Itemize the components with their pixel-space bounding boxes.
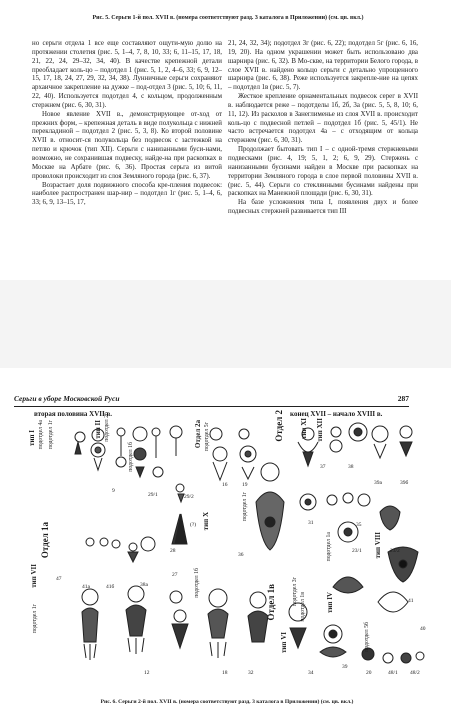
paragraph: Возрастает доля подвижного способа кре-пления подвесок: наиболее распространен шар-нир – подотдел 1г (рис. 5, 1–4, 6, 33; 6, 9, 13–15, 17, (32, 181, 222, 207)
page-gap (0, 280, 451, 368)
figure-5-caption: Рис. 5. Серьги 1-й пол. XVII в. (номера соответствуют разд. 3 каталога в Приложении) (см. цв. вкл.) (92, 15, 364, 21)
figure-number: 38а (140, 582, 148, 588)
figure-number: 12 (144, 670, 150, 676)
subsection-label: подотдел 3г (292, 577, 298, 607)
type-label: тип II (94, 420, 102, 439)
paragraph: На базе усложнения типа I, появления двух и более подвесных стержней развивается тип III (228, 199, 418, 216)
section-label: Отдел 2 (274, 410, 284, 442)
figure-page (8, 372, 444, 715)
type-label: тип VI (280, 632, 288, 654)
figure-number: 41 (408, 598, 414, 604)
figure-number: (?) (190, 522, 197, 528)
figure-number: 40 (420, 626, 426, 632)
left-text-column (32, 40, 222, 208)
figure-number: 20 (366, 670, 372, 676)
figure-number: 29/1 (148, 492, 158, 498)
subsection-label: подотдел 1в (300, 592, 306, 622)
figure-number: 39 (342, 664, 348, 670)
subsection-label: подотдел 4а (38, 420, 44, 450)
figure-number: 36 (238, 552, 244, 558)
type-label: тип IV (326, 592, 334, 614)
paragraph: Жесткое крепление орнаментальных подвесок серег в XVII в. наблюдается реже – подотделы 1б, 2б, 3а (рис. 5, 5, 8, 10; 6, 11, 12). Из расколов в Занеглименье из слоя XVII в. происходит коль-цо с подвесной петлей – подотдел 1б (рис. 5, 45/1). Не часто встречается подотдел 4а – с отходящим от кольца стержнем (рис. 6, 30, 31). (228, 93, 418, 145)
subsection-label: подотдел 1г (32, 604, 38, 634)
figure-number: 39а (374, 480, 382, 486)
figure-number: 29/2 (184, 494, 194, 500)
page-number: 287 (397, 394, 409, 403)
subsection-label: подотдел 5б (364, 622, 370, 652)
figure-number: 39б (400, 480, 409, 486)
section-label: Отдел 1в (266, 584, 276, 621)
subsection-label: подотдел 1б (128, 442, 134, 472)
figure-number: 19 (242, 482, 248, 488)
type-label: тип X (202, 512, 210, 531)
paragraph: Новое явление XVII в., демонстрирующее от-ход от прежних форм, – крепежная деталь в виде полукольца с нижней перекладиной – подотдел 2 (рис. 5, 3, 8). Ко второй половине XVII в. относит-ся полукольца без подвесок с застежкой на петлю и крючок (тип XII). Серьги с нанизанными буси-нами, возможно, не сохранившая подвеску, найде-на при раскопках в Москве на Арбате (рис. 6, 36). Простая серьга из витой проволоки происходит из слоя Земляного города (рис. 6, 37). (32, 110, 222, 180)
figure-number: 23/2 (390, 548, 400, 554)
figure-number: 38 (348, 464, 354, 470)
running-title: Серьги в уборе Московской Руси (14, 394, 120, 403)
subsection-label: подотдел 1г (242, 492, 248, 522)
figure-number: 35 (356, 522, 362, 528)
subsection-label: подотдел 5г (204, 422, 210, 452)
subsection-label: подотдел 1а (326, 532, 332, 562)
figure-number: 28 (170, 548, 176, 554)
subsection-label: подотдел 2б (104, 412, 110, 442)
subsection-label: подотдел 1б (194, 568, 200, 598)
figure-number: 16 (222, 482, 228, 488)
figure-number: 23/1 (352, 548, 362, 554)
type-label: тип VIII (374, 532, 382, 559)
type-label: тип XII (316, 418, 324, 442)
right-text-column (228, 40, 418, 217)
figure-number: 9 (112, 488, 115, 494)
figure-number: 32 (248, 670, 254, 676)
figure-6-caption: Рис. 6. Серьги 2-й пол. XVII в. (номера соответствуют разд. 3 каталога в Приложении) (см. цв. вкл.) (100, 699, 354, 705)
figure-number: 37 (320, 464, 326, 470)
paragraph: 21, 24, 32, 34); подотдел 3г (рис. 6, 22); подотдел 5г (рис. 6, 16, 19, 20). На одном украшении может быть использовано два шарнира (рис. 6, 32). В Мо-скве, на территории Белого города, в слое XVII в. найдено кольцо серьги с детально упрощенного шарнира (рис. 6, 38). Реже используется закрепле-ние на цепях – подотдел 1в (рис. 5, 7). (228, 40, 418, 92)
text-page (0, 0, 451, 280)
section-label: Отдел 1а (40, 522, 50, 559)
subsection-label: подотдел 1г (48, 420, 54, 450)
figure-number: 41б (106, 584, 115, 590)
section-label: Отдел 2а (194, 420, 202, 449)
paragraph: Продолжает бытовать тип I – с одной-тремя стержневыми подвесками (рис. 4, 19; 5, 1, 2; 6, 9, 29). Стержень с нанизанными бусинами найден в Москве при раскопках на территории Земляного города в слое первой половины XVII в. (рис. 5, 44). Серьги со стеклянными бусинами найдены при раскопках на Манежной площади (рис. 6, 30, 31). (228, 146, 418, 198)
type-label: тип I (28, 430, 36, 446)
figure-number: 34 (308, 670, 314, 676)
heading-late-17c-early-18c: конец XVII – начало XVIII в. (290, 410, 383, 418)
figure-number: 47 (56, 576, 62, 582)
type-label: тип VII (30, 564, 38, 588)
heading-second-half-17c: вторая половина XVII в. (34, 410, 113, 418)
figure-number: 41а (82, 584, 90, 590)
figure-number: 48/2 (410, 670, 420, 676)
figure-number: 31 (308, 520, 314, 526)
figure-number: 18 (222, 670, 228, 676)
figure-number: 48/1 (388, 670, 398, 676)
paragraph: но серьги отдела 1 все еще составляют ощути-мую долю на протяжении столетия (рис. 5, 1–4, 7, 8, 10, 33; 6, 11–15, 17, 18, 21, 22, 24, 29–32, 34, 40). В качестве крепежной детали преобладает коль-цо – подотдел 1 (рис. 5, 1, 2, 4–6, 33; 6, 9, 12–15, 17, 18, 24, 27, 29, 32, 34, 38). Лунничные серьги сохраняют архаичное закрепление на дужке – под-отдел 3 (рис. 5, 10; 6, 11, 22, 40). Используется подотдел 4, с кольцом, продолженным стержнем (рис. 6, 30, 31). (32, 40, 222, 109)
figure-number: 27 (172, 572, 178, 578)
type-label: тип XI (300, 418, 308, 440)
